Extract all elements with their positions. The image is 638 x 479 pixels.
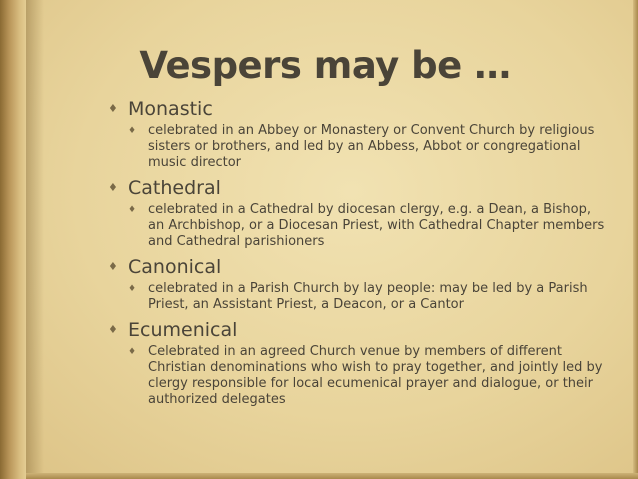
list-subitem-text: celebrated in a Parish Church by lay people: may be led by a Parish Priest, an Assistant Priest, a Deacon, or a Cantor: [148, 281, 588, 312]
page-edge-bottom: [26, 473, 638, 479]
diamond-bullet-icon: ♦: [108, 260, 118, 273]
diamond-bullet-icon: ♦: [108, 102, 118, 115]
diamond-bullet-icon: ♦: [128, 126, 137, 136]
list-item-canonical: [108, 256, 608, 278]
list-subitem-text: celebrated in an Abbey or Monastery or Convent Church by religious sisters or brothers, and led by an Abbess, Abbot or congregational music director: [148, 123, 595, 170]
bullet-list: [108, 96, 608, 414]
diamond-bullet-icon: ♦: [108, 323, 118, 336]
diamond-bullet-icon: ♦: [108, 181, 118, 194]
list-subitem: [128, 281, 608, 313]
list-subitem: [128, 123, 608, 171]
list-subitem: [128, 202, 608, 250]
list-item-ecumenical: [108, 319, 608, 341]
list-item-heading: Ecumenical: [128, 319, 238, 341]
list-subitem-text: Celebrated in an agreed Church venue by members of different Christian denominations who wish to pray together, and jointly led by clergy responsible for local ecumenical prayer and dialogue, or their authorized delegates: [148, 344, 603, 407]
list-item-monastic: [108, 98, 608, 120]
list-item-heading: Cathedral: [128, 177, 221, 199]
list-item-cathedral: [108, 177, 608, 199]
list-item-heading: Canonical: [128, 256, 222, 278]
list-subitem-text: celebrated in a Cathedral by diocesan clergy, e.g. a Dean, a Bishop, an Archbishop, or a Diocesan Priest, with Cathedral Chapter members and Cathedral parishioners: [148, 202, 605, 249]
diamond-bullet-icon: ♦: [128, 205, 137, 215]
list-item-heading: Monastic: [128, 98, 213, 120]
slide-title: Vespers may be …: [139, 44, 511, 87]
diamond-bullet-icon: ♦: [128, 284, 137, 294]
list-subitem: [128, 344, 608, 408]
diamond-bullet-icon: ♦: [128, 347, 137, 357]
